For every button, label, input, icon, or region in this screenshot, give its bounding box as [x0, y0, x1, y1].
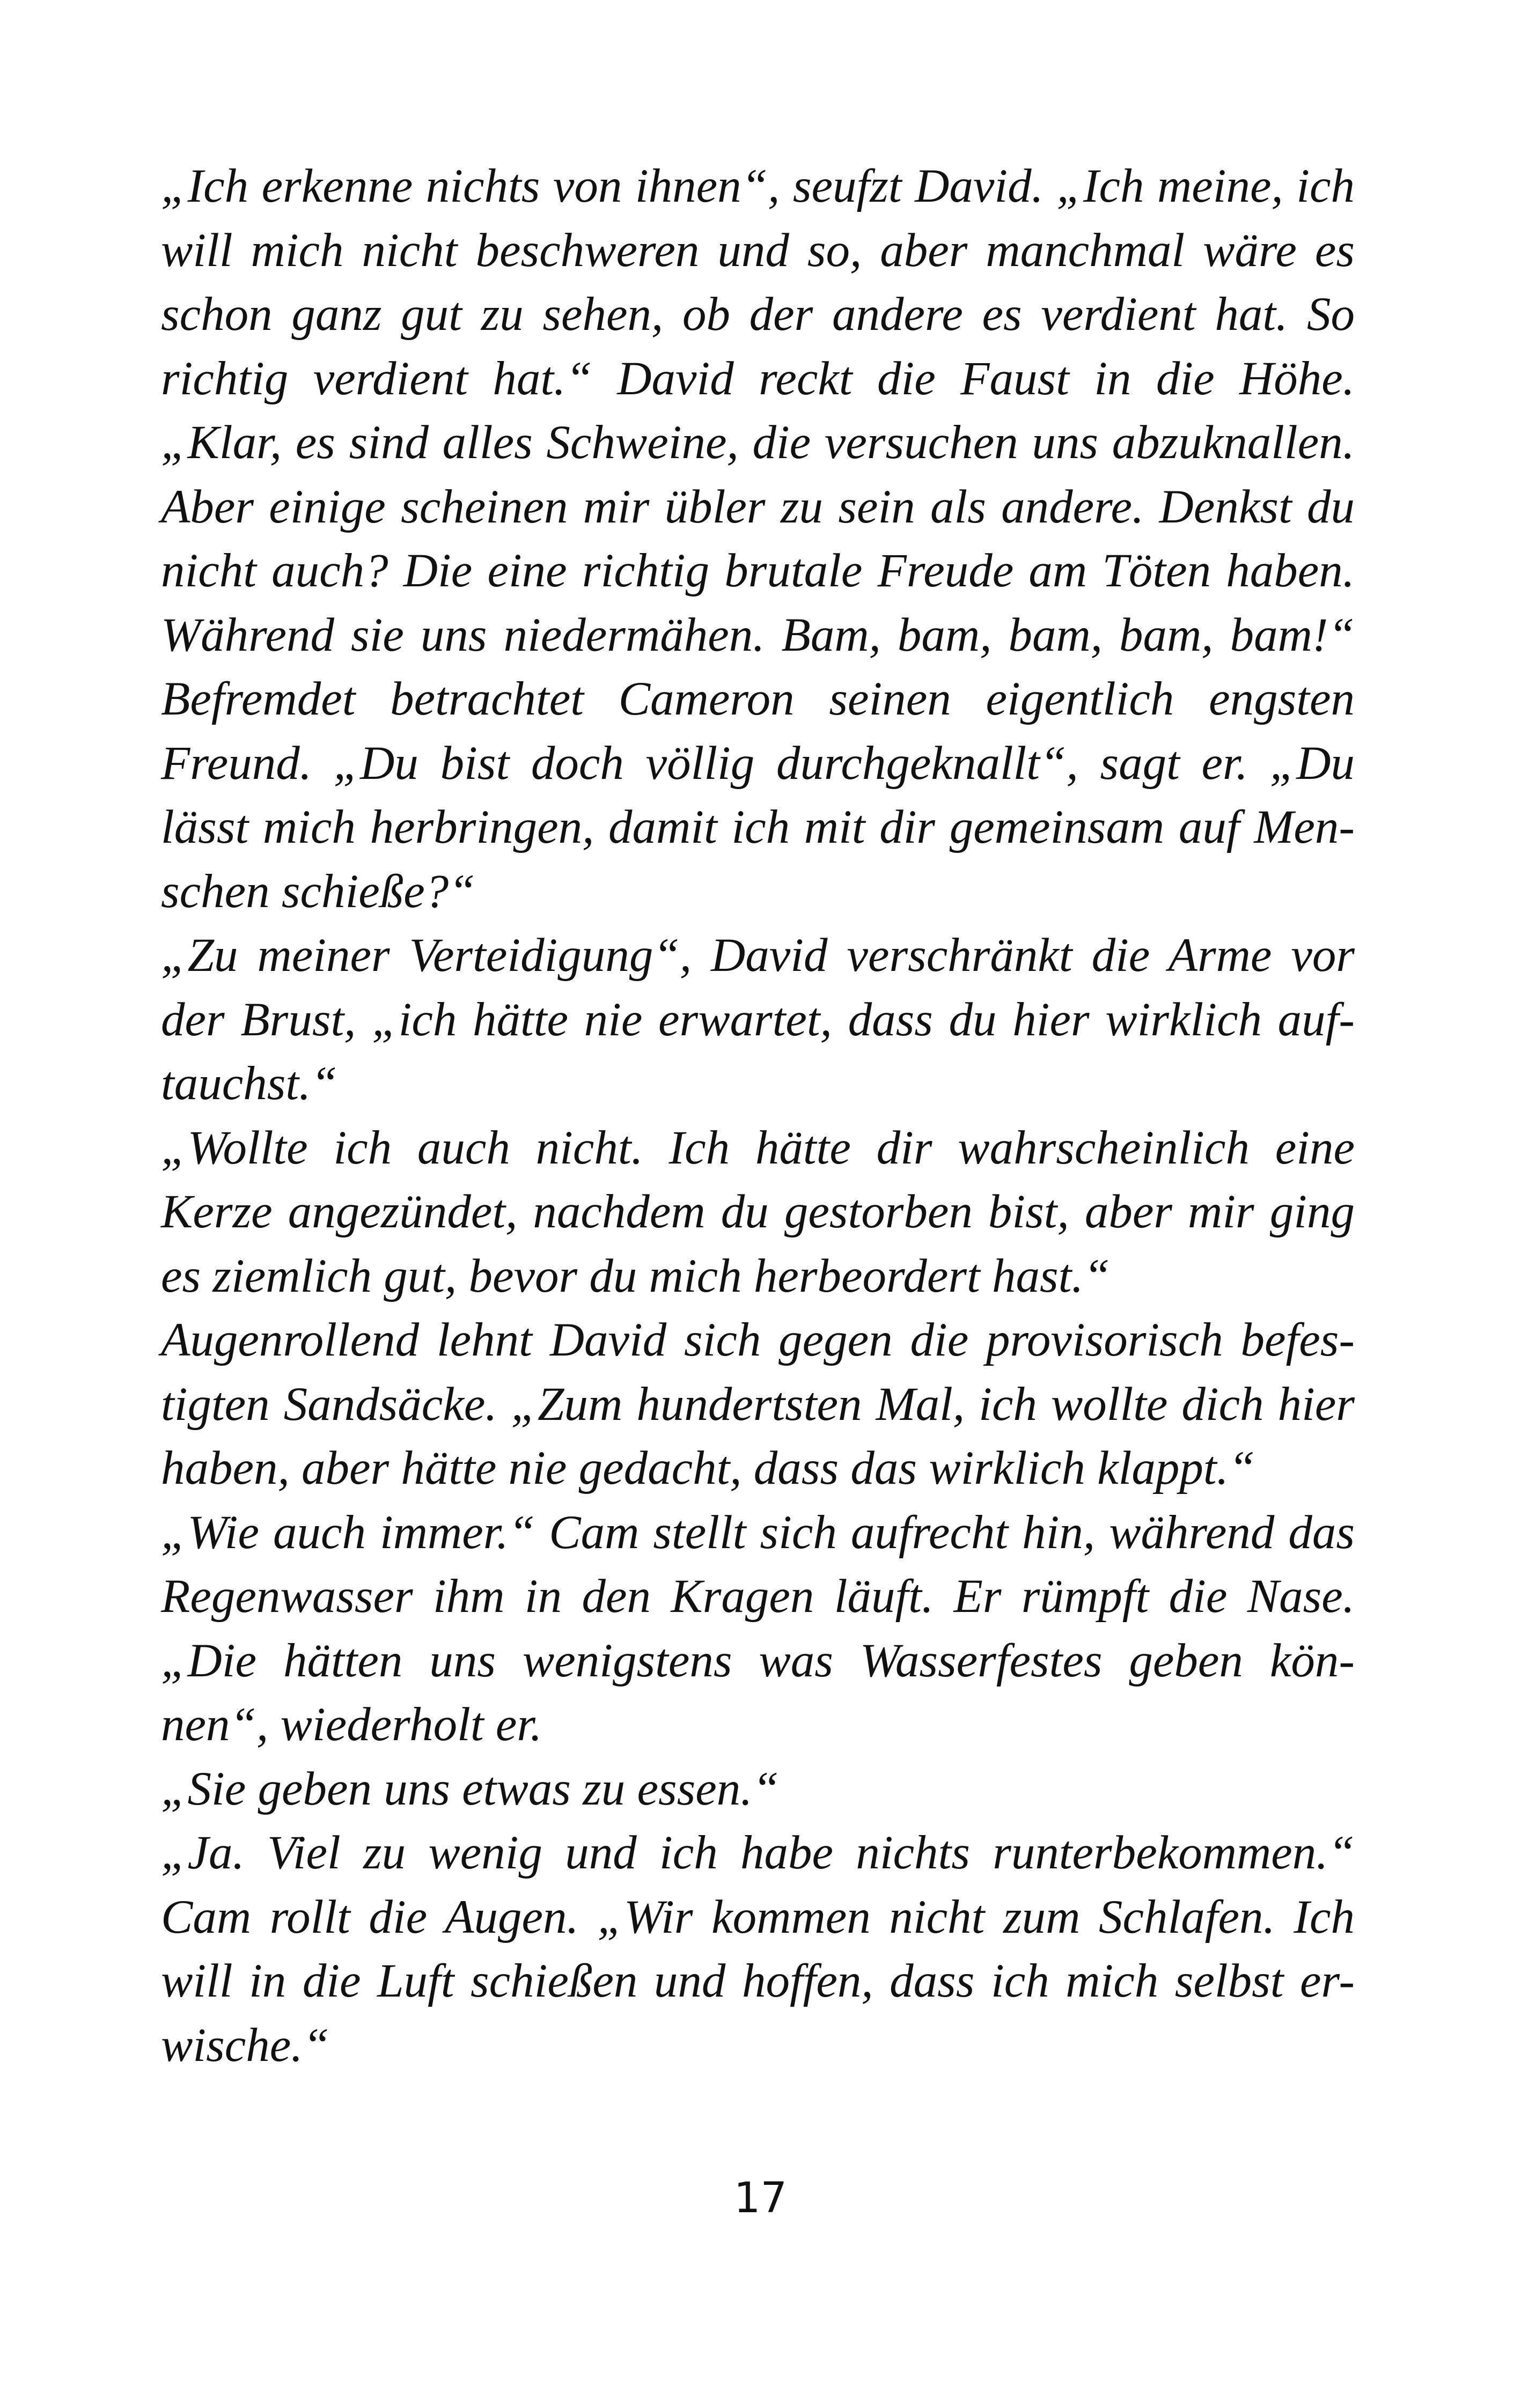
text-line: „Ich erkenne nichts von ihnen“, seufzt David. „Ich meine, ich [161, 160, 1355, 212]
text-line: will mich nicht beschweren und so, aber manchmal wäre es [161, 224, 1355, 277]
text-line: will in die Luft schießen und hoffen, dass ich mich selbst er- [161, 1955, 1355, 2007]
text-line: der Brust, „ich hätte nie erwartet, dass du hier wirklich auf- [161, 993, 1355, 1046]
text-line: richtig verdient hat.“ David reckt die Faust in die Höhe. [161, 352, 1355, 405]
text-line: schen schieße?“ [161, 865, 475, 918]
text-line: „Sie geben uns etwas zu essen.“ [161, 1762, 780, 1815]
text-line: wische.“ [161, 2019, 329, 2072]
text-line: haben, aber hätte nie gedacht, dass das wirklich klappt.“ [161, 1442, 1255, 1494]
text-line: lässt mich herbringen, damit ich mit dir gemeinsam auf Men- [161, 801, 1355, 853]
text-line: „Wollte ich auch nicht. Ich hätte dir wahrscheinlich eine [161, 1121, 1355, 1174]
text-line: „Klar, es sind alles Schweine, die versuchen uns abzuknallen. [161, 416, 1355, 469]
text-line: es ziemlich gut, bevor du mich herbeordert hast.“ [161, 1249, 1111, 1302]
text-line: Während sie uns niedermähen. Bam, bam, bam, bam, bam!“ [161, 608, 1355, 661]
text-line: tigten Sandsäcke. „Zum hundertsten Mal, ich wollte dich hier [161, 1378, 1355, 1431]
text-line: „Wie auch immer.“ Cam stellt sich aufrecht hin, während das [161, 1506, 1355, 1559]
text-line: schon ganz gut zu sehen, ob der andere es verdient hat. So [161, 288, 1355, 341]
text-line: „Die hätten uns wenigstens was Wasserfestes geben kön- [161, 1634, 1355, 1687]
text-line: Freund. „Du bist doch völlig durchgeknallt“, sagt er. „Du [161, 737, 1355, 790]
text-line: Cam rollt die Augen. „Wir kommen nicht zum Schlafen. Ich [161, 1890, 1355, 1943]
body-text [161, 154, 1355, 2078]
text-line: Augenrollend lehnt David sich gegen die provisorisch befes- [161, 1314, 1355, 1366]
text-line: Kerze angezündet, nachdem du gestorben bist, aber mir ging [161, 1185, 1355, 1238]
text-line: Befremdet betrachtet Cameron seinen eigentlich engsten [161, 673, 1355, 725]
text-line: „Zu meiner Verteidigung“, David verschränkt die Arme vor [161, 929, 1355, 982]
text-line: „Ja. Viel zu wenig und ich habe nichts runterbekommen.“ [161, 1827, 1355, 1879]
text-line: tauchst.“ [161, 1057, 337, 1110]
page-number: 17 [733, 2174, 788, 2222]
text-line: Aber einige scheinen mir übler zu sein als andere. Denkst du [161, 480, 1355, 533]
text-line: nen“, wiederholt er. [161, 1698, 542, 1751]
text-line: nicht auch? Die eine richtig brutale Freude am Töten haben. [161, 544, 1355, 597]
text-line: Regenwasser ihm in den Kragen läuft. Er rümpft die Nase. [161, 1570, 1355, 1623]
